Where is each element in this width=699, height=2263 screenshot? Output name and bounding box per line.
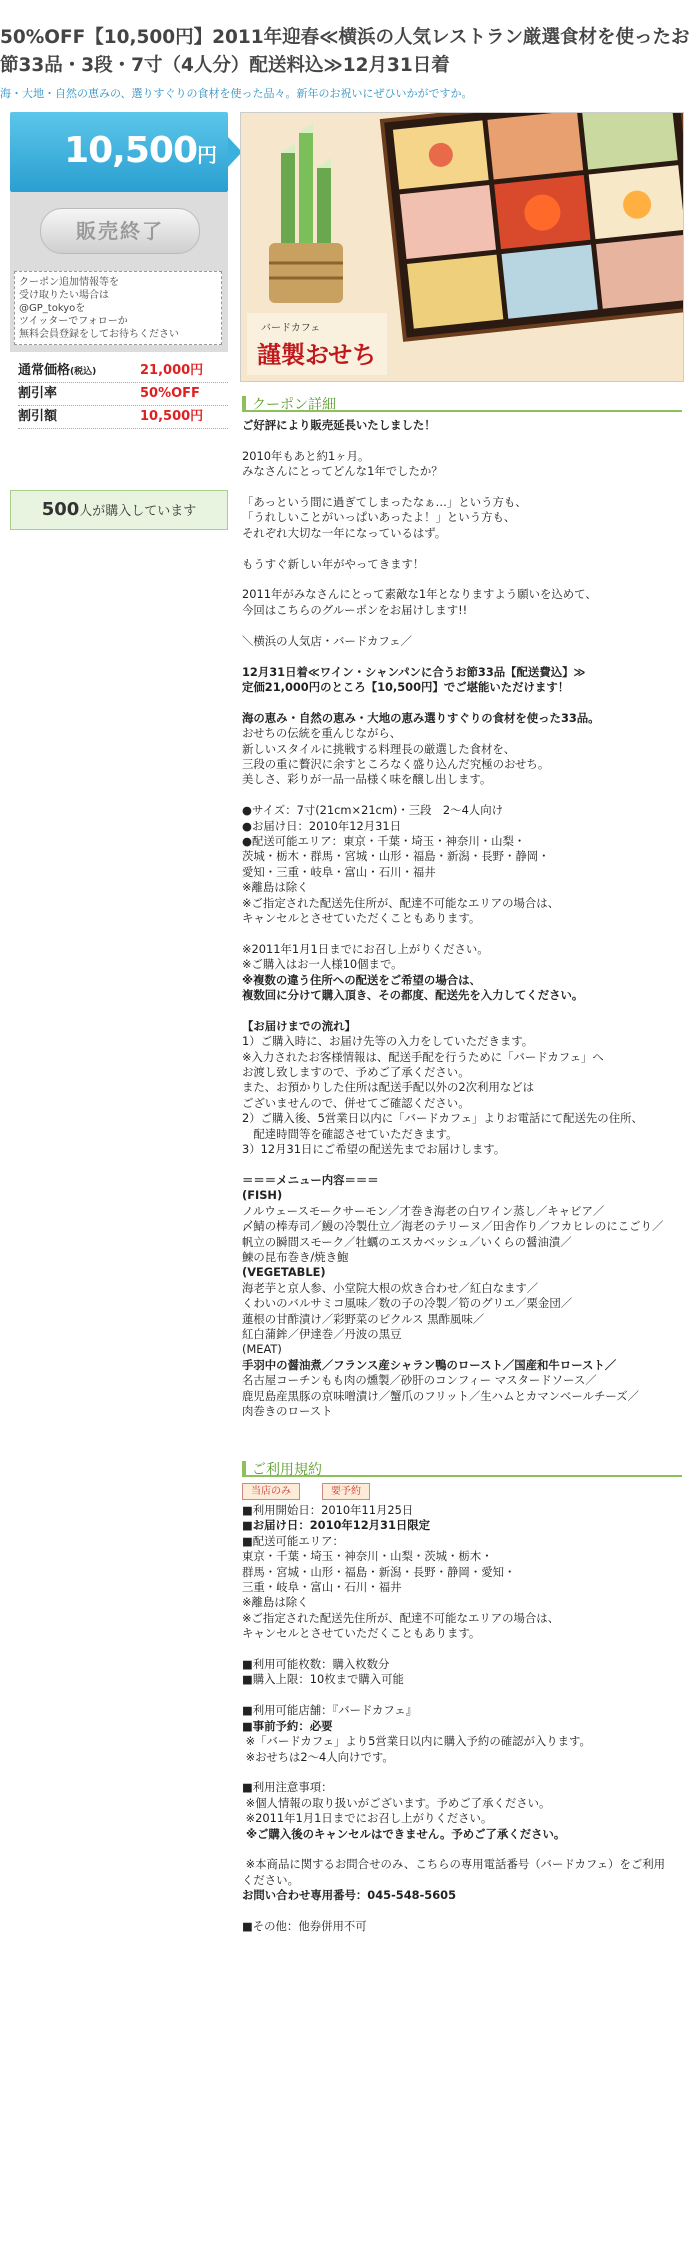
coupon_detail-line: ※2011年1月1日までにお召し上がりください。 [242, 941, 489, 956]
coupon_detail-line: 名古屋コーチンもも肉の燻製／砂肝のコンフィー マスタードソース／ [242, 1373, 597, 1388]
coupon_detail-line: ※入力されたお客様情報は、配送手配を行うために「バードカフェ」へ [242, 1049, 604, 1064]
coupon_detail-line: また、お預かりした住所は配送手配以外の2次利用などは [242, 1080, 535, 1095]
coupon_detail-line: お渡し致しますので、予めご了承ください。 [242, 1065, 470, 1080]
coupon_detail-line: 今回はこちらのグルーポンをお届けします!! [242, 602, 468, 617]
coupon_detail-line: 2010年もあと約1ヶ月。 [242, 448, 370, 463]
coupon_detail-line: 「うれしいことがいっぱいあったよ！」という方も、 [242, 510, 516, 525]
coupon_detail-line: 「あっという間に過ぎてしまったなぁ…」という方も、 [242, 495, 527, 510]
coupon_detail-line: 3）12月31日にご希望の配送先までお届けします。 [242, 1142, 506, 1157]
coupon_detail-line [242, 1003, 682, 1018]
terms_detail-line: ※ご指定された配送先住所が、配達不可能なエリアの場合は、 [242, 1610, 560, 1625]
coupon_detail-line: 配達時間等を確認させていただきます。 [242, 1126, 458, 1141]
coupon_detail-line: (MEAT) [242, 1342, 282, 1357]
terms_detail-line: 東京・千葉・埼玉・神奈川・山梨・茨城・栃木・ [242, 1549, 493, 1564]
terms_detail-line: ※個人情報の取り扱いがございます。予めご了承ください。 [242, 1795, 551, 1810]
coupon_detail-line: 定価21,000円のところ【10,500円】でご堪能いただけます！ [242, 679, 570, 694]
terms-body [242, 1503, 682, 1934]
hero-title: 謹製おせち [257, 340, 377, 369]
price-box [10, 112, 228, 192]
terms_detail-line: ※本商品に関するお問合せのみ、こちらの専用電話番号（バードカフェ）をご利用 [242, 1857, 666, 1872]
coupon_detail-line: ●サイズ：7寸(21cm×21cm)・三段 2〜4人向け [242, 803, 503, 818]
coupon_detail-line: 1）ご購入時に、お届け先等の入力をしていただきます。 [242, 1034, 534, 1049]
hero-shop-label: バードカフェ [261, 323, 321, 334]
coupon_detail-line: ＝＝＝メニュー内容＝＝＝ [242, 1172, 379, 1187]
coupon_detail-line: それぞれ大切な一年になっているはず。 [242, 525, 447, 540]
badge-reservation-required: 要予約 [322, 1483, 370, 1500]
coupon_detail-line: (FISH) [242, 1188, 283, 1203]
coupon_detail-line: 茨城・栃木・群馬・宮城・山形・福島・新潟・長野・静岡・ [242, 849, 550, 864]
coupon_detail-line [242, 926, 682, 941]
coupon_detail-line: ※複数の違う住所への配送をご希望の場合は、 [242, 972, 481, 987]
coupon_detail-line: ございませんので、併せてご確認ください。 [242, 1095, 470, 1110]
osechi-illustration [241, 113, 683, 381]
coupon_detail-line: 手羽中の醤油煮／フランス産シャラン鴨のロースト／国産和牛ロースト／ [242, 1357, 617, 1372]
coupon_detail-line: 愛知・三重・岐阜・富山・石川・福井 [242, 864, 436, 879]
coupon_detail-line: 【お届けまでの流れ】 [242, 1018, 356, 1033]
coupon_detail-line: 新しいスタイルに挑戦する料理長の厳選した食材を、 [242, 741, 516, 756]
terms_detail-line [242, 1642, 682, 1657]
terms_detail-line: ■利用開始日：2010年11月25日 [242, 1503, 414, 1517]
coupon-detail-body [242, 418, 682, 1419]
coupon_detail-line: 12月31日着≪ワイン・シャンパンに合うお節33品【配送費込】≫ [242, 664, 586, 679]
badge-store-only: 当店のみ [242, 1483, 300, 1500]
coupon_detail-line: 鰊の昆布巻き/焼き鮑 [242, 1249, 349, 1264]
terms_detail-line [242, 1904, 682, 1919]
coupon-info-note: クーポン追加情報等を 受け取りたい場合は @GP_tokyoを ツイッターでフォローか 無料会員登録をしてお待ちください [14, 271, 222, 345]
coupon_detail-line: 複数回に分けて購入頂き、その都度、配送先を入力してください。 [242, 988, 584, 1003]
terms_detail-line: ■利用可能枚数：購入枚数分 [242, 1657, 390, 1672]
terms_detail-line: 三重・岐阜・富山・石川・福井 [242, 1580, 402, 1595]
terms_detail-line [242, 1765, 682, 1780]
sold-out-button[interactable]: 販売終了 [40, 208, 200, 254]
coupon_detail-line: 蓮根の甘酢漬け／彩野菜のピクルス 黒酢風味／ [242, 1311, 485, 1326]
terms_detail-line [242, 1688, 682, 1703]
coupon_detail-line: ※ご指定された配送先住所が、配達不可能なエリアの場合は、 [242, 895, 560, 910]
terms_detail-line: ※「バードカフェ」より5営業日以内に購入予約の確認が入ります。 [242, 1734, 591, 1749]
terms_detail-line: お問い合わせ専用番号：045-548-5605 [242, 1888, 457, 1903]
rate-row-regular-price: 通常価格(税込) 21,000円 [18, 360, 228, 383]
coupon_detail-line: ノルウェースモークサーモン／才巻き海老の白ワイン蒸し／キャビア／ [242, 1203, 605, 1218]
coupon_detail-line [242, 649, 682, 664]
coupon_detail-line [242, 788, 682, 803]
coupon_detail-line [242, 480, 682, 495]
terms_detail-line: ※2011年1月1日までにお召し上がりください。 [242, 1811, 493, 1826]
terms_detail-line: ■配送可能エリア： [242, 1533, 344, 1548]
terms_detail-line: ■購入上限：10枚まで購入可能 [242, 1672, 404, 1687]
terms_detail-line: 群馬・宮城・山形・福島・新潟・長野・静岡・愛知・ [242, 1564, 516, 1579]
terms_detail-line: ※離島は除く [242, 1595, 309, 1610]
terms_detail-line: ■お届け日：2010年12月31日限定 [242, 1518, 431, 1533]
coupon_detail-line: くわいのバルサミコ風味／数の子の冷製／筍のグリエ／栗金団／ [242, 1296, 573, 1311]
terms_detail-line: ■利用可能店舗：『バードカフェ』 [242, 1703, 418, 1718]
coupon_detail-line: おせちの伝統を重んじながら、 [242, 726, 402, 741]
coupon_detail-line: 美しさ、彩りが一品一品様く味を醸し出します。 [242, 772, 492, 787]
coupon_detail-line: キャンセルとさせていただくこともあります。 [242, 911, 481, 925]
coupon_detail-line [242, 1158, 682, 1173]
coupon_detail-line: 〆鯖の棒寿司／鰻の冷製仕立／海老のテリーヌ／田舎作り／フカヒレのにこごり／ [242, 1219, 664, 1234]
coupon_detail-line: 海老芋と京人参、小堂院大根の炊き合わせ／紅白なます／ [242, 1280, 539, 1295]
coupon_detail-line [242, 433, 682, 448]
terms_detail-line: ■事前予約：必要 [242, 1718, 333, 1733]
page-subtitle: 海・大地・自然の恵みの、選りすぐりの食材を使った品々。新年のお祝いにぜひいかがですか。 [0, 87, 473, 100]
terms_detail-line: ※おせちは2〜4人向けです。 [242, 1749, 394, 1764]
terms_detail-line: ※ご購入後のキャンセルはできません。予めご了承ください。 [242, 1826, 566, 1841]
coupon_detail-line: 2011年がみなさんにとって素敵な1年となりますよう願いを込めて、 [242, 587, 597, 602]
price-rates [18, 360, 228, 429]
coupon_detail-line: 肉巻きのロースト [242, 1404, 333, 1418]
coupon-detail-heading: クーポン詳細 [242, 394, 682, 412]
rate-row-discount-amount: 割引額 10,500円 [18, 406, 228, 429]
terms-heading: ご利用規約 [242, 1459, 682, 1477]
terms_detail-line [242, 1842, 682, 1857]
terms_detail-line: ください。 [242, 1872, 299, 1887]
coupon_detail-line: 三段の重に贅沢に余すところなく盛り込んだ究極のおせち。 [242, 756, 550, 771]
coupon_detail-line [242, 695, 682, 710]
coupon_detail-line: ●お届け日：2010年12月31日 [242, 818, 402, 833]
terms_detail-line: キャンセルとさせていただくこともあります。 [242, 1626, 481, 1641]
coupon_detail-line [242, 618, 682, 633]
terms_detail-line: ■利用注意事項： [242, 1780, 333, 1795]
coupon_detail-line: 紅白蒲鉾／伊達巻／丹波の黒豆 [242, 1326, 402, 1341]
page-title: 50%OFF【10,500円】2011年迎春≪横浜の人気レストラン厳選食材を使ったお節33品・3段・7寸（4人分）配送料込≫12月31日着 [0, 27, 690, 76]
coupon_detail-line [242, 541, 682, 556]
coupon_detail-line: 海の恵み・自然の恵み・大地の恵み選りすぐりの食材を使った33品。 [242, 710, 600, 725]
coupon_detail-line: 2）ご購入後、5営業日以内に「バードカフェ」よりお電話にて配送先の住所、 [242, 1111, 643, 1126]
coupon_detail-line: ●配送可能エリア：東京・千葉・埼玉・神奈川・山梨・ [242, 833, 526, 848]
coupon_detail-line [242, 572, 682, 587]
coupon_detail-line: ※離島は除く [242, 880, 309, 895]
coupon_detail-line: ご好評により販売延長いたしました！ [242, 418, 436, 432]
terms_detail-line: ■その他：他券併用不可 [242, 1918, 367, 1933]
coupon_detail-line: ＼横浜の人気店・バードカフェ／ [242, 633, 412, 648]
coupon_detail-line: 帆立の瞬間スモーク／牡蠣のエスカベッシュ／いくらの醤油漬／ [242, 1234, 572, 1249]
buyer-count: 500 [41, 499, 80, 520]
osechi-hero-image [240, 112, 684, 382]
buyer-count-box: 500人が購入しています [10, 490, 228, 530]
coupon_detail-line: ※ご購入はお一人様10個まで。 [242, 957, 403, 972]
coupon_detail-line: 鹿児島産黒豚の京味噌漬け／蟹爪のフリット／生ハムとカマンベールチーズ／ [242, 1388, 639, 1403]
rate-row-discount-rate: 割引率 50%OFF [18, 383, 228, 406]
coupon_detail-line: もうすぐ新しい年がやってきます！ [242, 556, 425, 571]
coupon_detail-line: (VEGETABLE) [242, 1265, 326, 1280]
coupon_detail-line: みなさんにとってどんな1年でしたか？ [242, 464, 443, 479]
price-value: 10,500円 [64, 130, 216, 171]
